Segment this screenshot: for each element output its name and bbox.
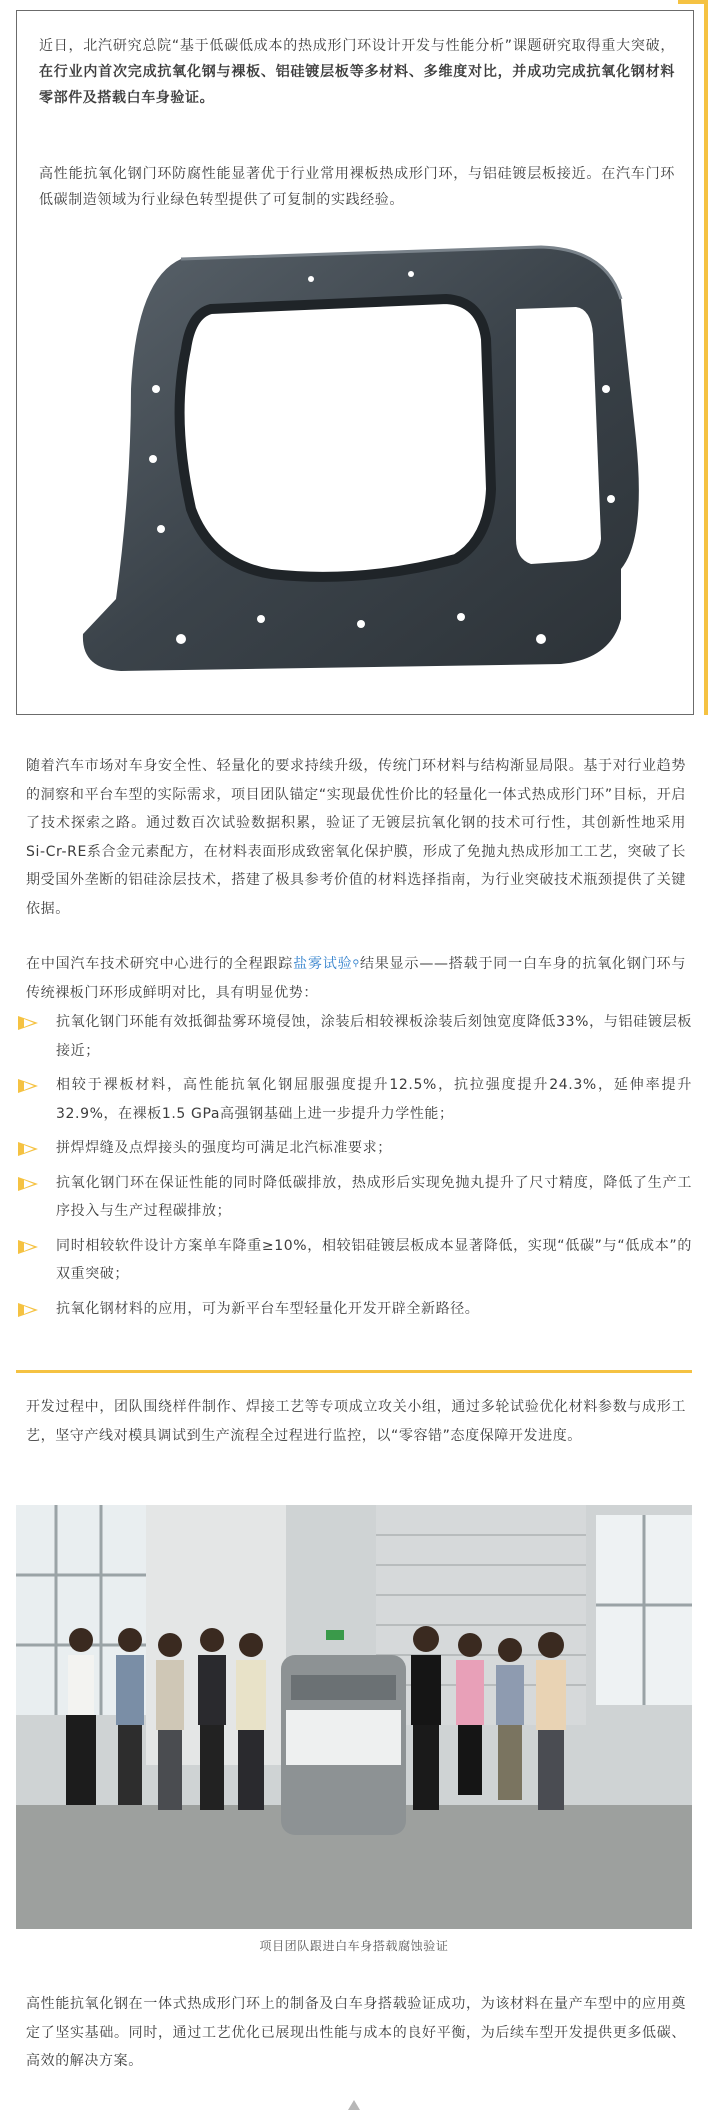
background-paragraph: 随着汽车市场对车身安全性、轻量化的要求持续升级，传统门环材料与结构渐显局限。基于对行业趋势的洞察和平台车型的实际需求，项目团队锚定“实现最优性价比的轻量化一体式热成形门环”目标，开启了技术探索之路。通过数百次试验数据积累，验证了无镀层抗氧化钢的技术可行性，其创新性地采用Si-Cr-RE系合金元素配方，在材料表面形成致密氧化保护膜，形成了免抛丸热成形加工工艺，突破了长期受国外垄断的铝硅涂层技术，搭建了极具参考价值的材料选择指南，为行业突破技术瓶颈提供了关键依据。 [26,758,686,917]
intro-paragraph-2: 高性能抗氧化钢门环防腐性能显著优于行业常用裸板热成形门环，与铝硅镀层板接近。在汽车门环低碳制造领域为行业绿色转型提供了可复制的实践经验。 [39,166,675,208]
play-arrow-icon [16,1176,46,1192]
team-photo [16,1505,692,1929]
list-item: 抗氧化钢门环在保证性能的同时降低碳排放，热成形后实现免抛丸提升了尺寸精度，降低了生产工序投入与生产过程碳排放； [16,1169,692,1226]
intro-frame [16,10,694,715]
photo-caption: 项目团队跟进白车身搭载腐蚀验证 [259,1939,449,1953]
intro-bold-highlight: 在行业内首次完成抗氧化钢与裸板、铝硅镀层板等多材料、多维度对比，并成功完成抗氧化钢材料零部件及搭载白车身验证。 [39,64,675,106]
team-photo-illustration [16,1505,692,1929]
play-arrow-icon [16,1015,46,1031]
list-item: 相较于裸板材料，高性能抗氧化钢屈服强度提升12.5%，抗拉强度提升24.3%，延伸率提升32.9%，在裸板1.5 GPa高强钢基础上进一步提升力学性能； [16,1071,692,1128]
play-arrow-icon [16,1239,46,1255]
intro-paragraph-1: 近日，北汽研究总院“基于低碳低成本的热成形门环设计开发与性能分析”课题研究取得重大突破，在行业内首次完成抗氧化钢与裸板、铝硅镀层板等多材料、多维度对比，并成功完成抗氧化钢材料零部件及搭载白车身验证。 [39,38,675,106]
development-paragraph: 开发过程中，团队围绕样件制作、焊接工艺等专项成立攻关小组，通过多轮试验优化材料参数与成形工艺，坚守产线对模具调试到生产流程全过程进行监控，以“零容错”态度保障开发进度。 [26,1399,686,1444]
play-arrow-icon [16,1078,46,1094]
play-arrow-icon [16,1141,46,1157]
salt-spray-test-link[interactable]: 盐雾试验 [293,956,353,972]
list-item: 拼焊焊缝及点焊接头的强度均可满足北汽标准要求； [16,1134,692,1163]
list-item: 抗氧化钢门环能有效抵御盐雾环境侵蚀，涂装后相较裸板涂装后刻蚀宽度降低33%，与铝硅镀层板接近； [16,1008,692,1065]
up-arrow-icon [348,2100,360,2110]
list-item: 抗氧化钢材料的应用，可为新平台车型轻量化开发开辟全新路径。 [16,1295,692,1324]
play-arrow-icon [16,1302,46,1318]
advantages-list [16,1008,692,1323]
list-item: 同时相较软件设计方案单车降重≥10%，相较铝硅镀层板成本显著降低，实现“低碳”与“低成本”的双重突破； [16,1232,692,1289]
salt-spray-intro-paragraph: 在中国汽车技术研究中心进行的全程跟踪盐雾试验⚲结果显示——搭载于同一白车身的抗氧化钢门环与传统裸板门环形成鲜明对比，具有明显优势： [26,956,686,1001]
search-icon: ⚲ [352,959,360,969]
section-divider [16,1370,692,1373]
conclusion-paragraph: 高性能抗氧化钢在一体式热成形门环上的制备及白车身搭载验证成功，为该材料在量产车型中的应用奠定了坚实基础。同时，通过工艺优化已展现出性能与成本的良好平衡，为后续车型开发提供更多低碳、高效的解决方案。 [26,1996,686,2069]
door-ring-photo [61,239,661,679]
corner-accent-line [678,0,708,715]
